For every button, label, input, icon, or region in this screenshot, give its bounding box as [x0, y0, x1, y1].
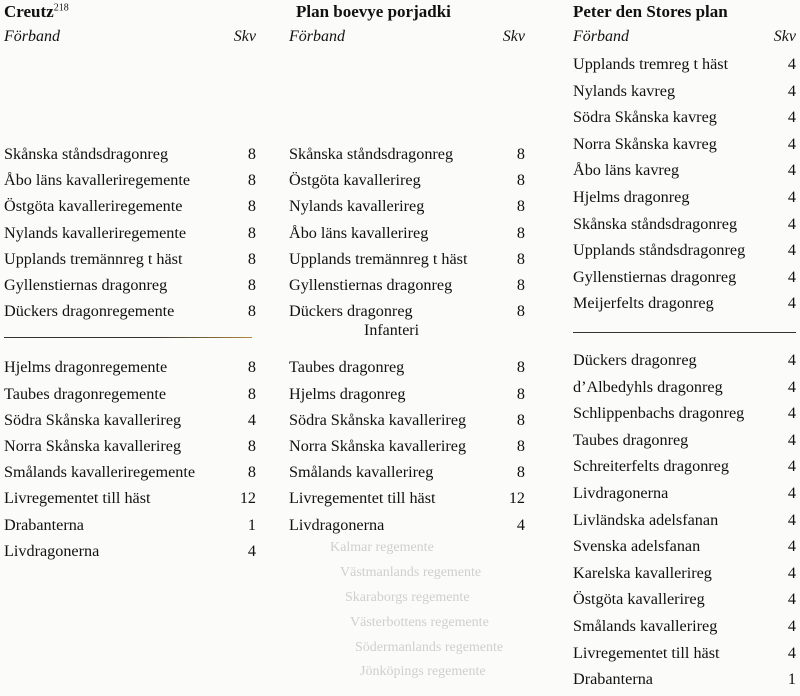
squadron-count: 4 — [787, 510, 796, 529]
unit-name: Karelska kavallerireg — [573, 563, 712, 582]
footnote-ref: 218 — [53, 2, 69, 14]
unit-name: Upplands tremreg t häst — [573, 55, 729, 73]
table-row — [4, 489, 256, 515]
squadron-count: 4 — [787, 377, 796, 396]
squadron-count: 4 — [787, 214, 796, 233]
squadron-count: 8 — [516, 197, 525, 216]
table-row — [289, 437, 525, 463]
table-row — [4, 411, 256, 437]
unit-name: Åbo läns kavallerireg — [289, 223, 429, 242]
unit-name: Gyllenstiernas dragonreg — [4, 276, 168, 294]
squadron-count: 8 — [247, 463, 256, 482]
squadron-count: 12 — [508, 489, 525, 508]
table-row — [573, 188, 796, 214]
squadron-count: 8 — [247, 223, 256, 242]
squadron-count: 4 — [787, 351, 796, 369]
unit-name: Schreiterfelts dragonreg — [573, 457, 729, 476]
squadron-count: 8 — [516, 171, 525, 190]
squadron-count: 1 — [247, 515, 256, 534]
squadron-count: 4 — [787, 484, 796, 502]
squadron-count: 1 — [787, 670, 796, 689]
table-row — [573, 404, 796, 430]
squadron-count: 12 — [239, 489, 256, 508]
unit-name: Skånska ståndsdragonreg — [289, 145, 454, 163]
squadron-count: 8 — [247, 302, 256, 321]
column-title: Peter den Stores plan — [573, 2, 728, 21]
unit-name: Skånska ståndsdragonreg — [573, 214, 738, 233]
squadron-count: 8 — [516, 410, 525, 429]
table-row — [4, 145, 256, 171]
table-row — [4, 463, 256, 489]
unit-name: Upplands tremännreg t häst — [4, 249, 183, 268]
bleed-through-text: Skaraborgs regemente — [345, 590, 470, 605]
bleed-through-text: Kalmar regemente — [330, 540, 434, 555]
unit-name: Livdragonerna — [289, 515, 385, 534]
squadron-count: 4 — [787, 537, 796, 556]
unit-name: Åbo läns kavalleriregemente — [4, 171, 191, 190]
squadron-count: 4 — [787, 457, 796, 476]
squadron-count: 8 — [516, 223, 525, 242]
squadron-count: 8 — [247, 384, 256, 403]
unit-name: Drabanterna — [573, 670, 653, 689]
unit-name: Meijerfelts dragonreg — [573, 294, 714, 313]
table-row — [289, 276, 525, 302]
squadron-count: 4 — [787, 590, 796, 609]
unit-name: Livländska adelsfanan — [573, 510, 719, 529]
squadron-count: 8 — [516, 145, 525, 163]
unit-name: Östgöta kavallerireg — [573, 590, 705, 609]
squadron-count: 4 — [787, 161, 796, 180]
squadron-count: 4 — [247, 410, 256, 429]
unit-name: Skånska ståndsdragonreg — [4, 145, 169, 163]
table-row — [4, 437, 256, 463]
squadron-count: 8 — [247, 276, 256, 294]
squadron-count: 8 — [516, 276, 525, 294]
table-row — [4, 302, 256, 328]
unit-name: Smålands kavallerireg — [573, 617, 718, 635]
unit-name: Norra Skånska kavallerireg — [289, 437, 467, 455]
table-row — [289, 358, 525, 384]
table-row — [289, 224, 525, 250]
table-row — [573, 644, 796, 670]
bleed-through-text: Västerbottens regemente — [350, 615, 489, 630]
bleed-through-text: Jönköpings regemente — [360, 664, 486, 679]
table-row — [573, 82, 796, 108]
table-row — [573, 457, 796, 483]
squadron-count: 8 — [516, 249, 525, 268]
table-row — [4, 385, 256, 411]
unit-name: Hjelms dragonreg — [573, 188, 690, 206]
squadron-count: 4 — [787, 81, 796, 100]
squadron-count: 8 — [516, 437, 525, 455]
squadron-count: 4 — [787, 108, 796, 127]
unit-name: Östgöta kavalleriregemente — [4, 197, 183, 216]
squadron-count: 8 — [516, 302, 525, 321]
table-row — [573, 590, 796, 616]
unit-name: Livregementet till häst — [289, 489, 436, 508]
unit-name: d’Albedyhls dragonreg — [573, 377, 723, 396]
unit-name: Livregementet till häst — [4, 489, 151, 508]
unit-name: Svenska adelsfanan — [573, 537, 701, 556]
unit-name: Norra Skånska kavreg — [573, 134, 717, 153]
unit-name: Dückers dragonreg — [573, 351, 697, 369]
table-row — [289, 171, 525, 197]
squadron-count: 8 — [247, 145, 256, 163]
squadron-count: 4 — [787, 617, 796, 635]
unit-name: Nylands kavallerireg — [289, 197, 425, 216]
table-row — [573, 378, 796, 404]
squadron-count: 4 — [787, 188, 796, 206]
squadron-count: 4 — [787, 294, 796, 313]
unit-name: Schlippenbachs dragonreg — [573, 404, 745, 423]
header-skv: Skv — [502, 28, 525, 45]
unit-name: Södra Skånska kavallerireg — [289, 410, 467, 429]
squadron-count: 8 — [516, 463, 525, 482]
unit-name: Taubes dragonreg — [573, 430, 689, 449]
unit-name: Livregementet till häst — [573, 643, 720, 662]
table-row — [573, 670, 796, 696]
header-forband: Förband — [4, 28, 60, 45]
table-row — [573, 108, 796, 134]
table-row — [573, 215, 796, 241]
squadron-count: 4 — [787, 267, 796, 286]
table-row — [289, 411, 525, 437]
bleed-through-text: Södermanlands regemente — [355, 640, 504, 655]
table-row — [573, 564, 796, 590]
squadron-count: 4 — [787, 563, 796, 582]
table-row — [289, 250, 525, 276]
unit-name: Åbo läns kavreg — [573, 161, 680, 180]
table-row — [289, 489, 525, 515]
squadron-count: 4 — [787, 643, 796, 662]
unit-name: Södra Skånska kavreg — [573, 108, 717, 127]
table-row — [4, 358, 256, 384]
table-row — [4, 250, 256, 276]
unit-name: Hjelms dragonregemente — [4, 358, 168, 377]
unit-name: Upplands tremännreg t häst — [289, 249, 468, 268]
header-skv: Skv — [773, 28, 796, 45]
column-title: Plan boevye porjadki — [296, 2, 451, 21]
table-row — [289, 197, 525, 223]
table-row — [4, 171, 256, 197]
header-forband: Förband — [289, 28, 345, 45]
table-row — [289, 145, 525, 171]
table-row — [573, 511, 796, 537]
unit-name: Livdragonerna — [573, 484, 669, 502]
table-row — [573, 55, 796, 81]
section-divider — [4, 337, 252, 338]
table-row — [573, 617, 796, 643]
squadron-count: 8 — [516, 358, 525, 377]
squadron-count: 8 — [247, 171, 256, 190]
squadron-count: 8 — [247, 358, 256, 377]
table-row — [573, 484, 796, 510]
unit-name: Hjelms dragonreg — [289, 384, 406, 403]
table-row — [4, 224, 256, 250]
table-row — [289, 463, 525, 489]
table-row — [4, 276, 256, 302]
table-row — [573, 431, 796, 457]
bleed-through-text: Västmanlands regemente — [340, 565, 482, 580]
unit-name: Södra Skånska kavallerireg — [4, 410, 182, 429]
header-forband: Förband — [573, 28, 629, 45]
unit-name: Gyllenstiernas dragonreg — [573, 267, 737, 286]
unit-name: Nylands kavalleriregemente — [4, 223, 187, 242]
unit-name: Norra Skånska kavallerireg — [4, 437, 182, 455]
unit-name: Upplands ståndsdragonreg — [573, 241, 746, 260]
table-row — [4, 516, 256, 542]
unit-name: Taubes dragonregemente — [4, 384, 167, 403]
table-row — [4, 197, 256, 223]
table-row — [573, 135, 796, 161]
table-row — [289, 516, 525, 542]
squadron-count: 4 — [787, 55, 796, 73]
unit-name: Taubes dragonreg — [289, 358, 405, 377]
unit-name: Livdragonerna — [4, 541, 100, 560]
section-divider — [573, 332, 796, 333]
squadron-count: 4 — [787, 430, 796, 449]
squadron-count: 8 — [247, 249, 256, 268]
table-row — [573, 241, 796, 267]
table-row — [573, 161, 796, 187]
unit-name: Dückers dragonreg — [289, 302, 413, 321]
table-row — [4, 542, 256, 568]
squadron-count: 8 — [247, 437, 256, 455]
squadron-count: 4 — [787, 241, 796, 260]
unit-name: Östgöta kavallerireg — [289, 171, 421, 190]
unit-name: Nylands kavreg — [573, 81, 676, 100]
squadron-count: 4 — [787, 134, 796, 153]
squadron-count: 8 — [247, 197, 256, 216]
table-row — [573, 268, 796, 294]
unit-name: Dückers dragonregemente — [4, 302, 175, 321]
unit-name: Smålands kavalleriregemente — [4, 463, 196, 482]
unit-name: Smålands kavallerireg — [289, 463, 434, 482]
squadron-count: 4 — [787, 404, 796, 423]
squadron-count: 4 — [516, 515, 525, 534]
header-skv: Skv — [233, 28, 256, 45]
unit-name: Drabanterna — [4, 515, 84, 534]
table-row — [573, 351, 796, 377]
squadron-count: 8 — [516, 384, 525, 403]
unit-name: Gyllenstiernas dragonreg — [289, 276, 453, 294]
squadron-count: 4 — [247, 541, 256, 560]
table-row — [573, 294, 796, 320]
section-label-infanteri: Infanteri — [364, 322, 420, 339]
table-row — [289, 385, 525, 411]
column-title: Creutz$^{218}$ — [4, 2, 69, 21]
table-row — [573, 537, 796, 563]
